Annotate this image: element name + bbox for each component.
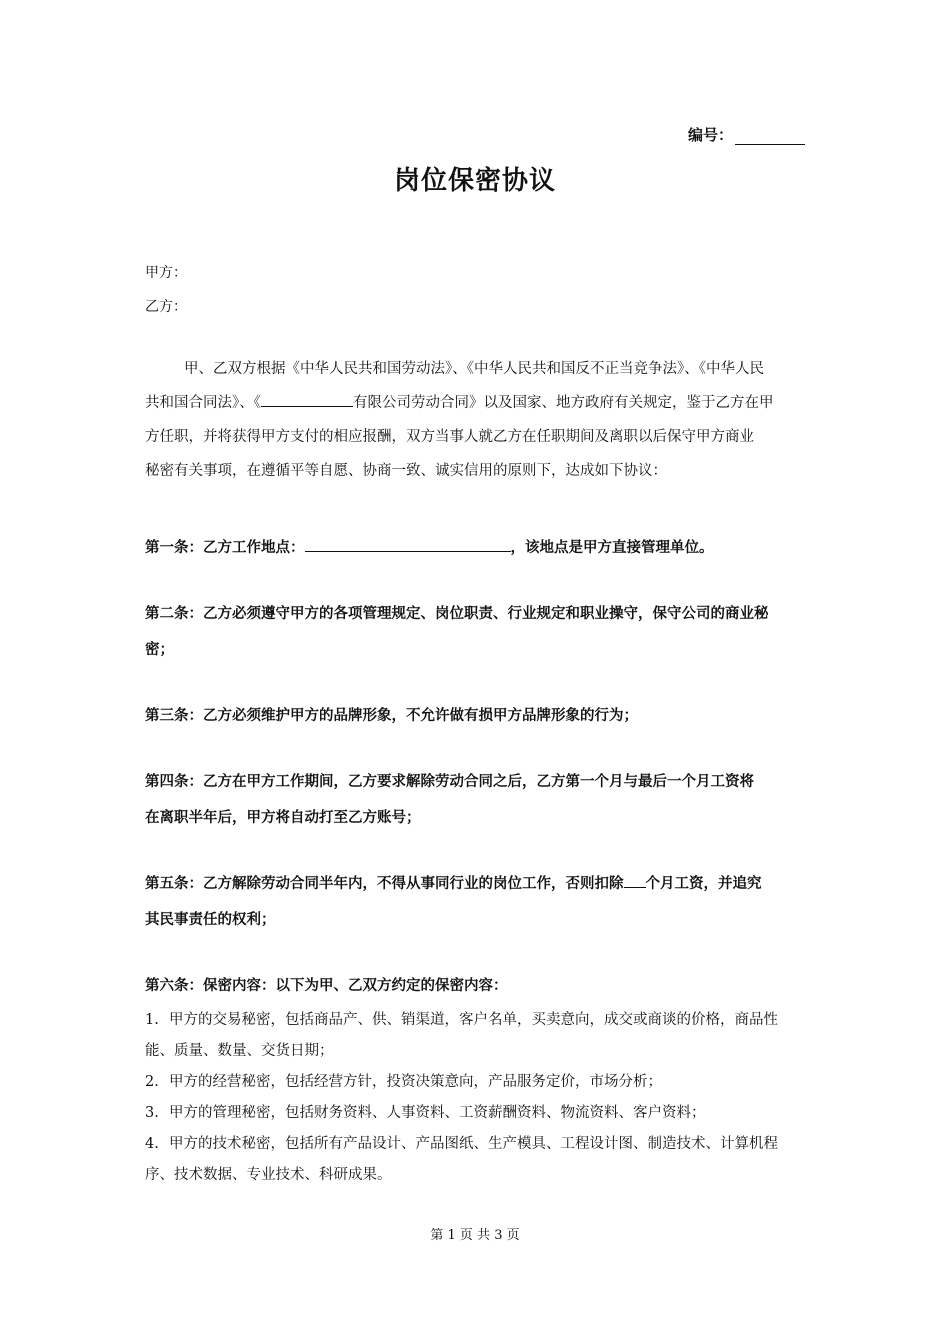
work-location-blank (305, 535, 511, 552)
document-title: 岗位保密协议 (393, 166, 556, 196)
article-4 (145, 764, 807, 836)
intro-line-part: 有限公司劳动合同》以及国家、地方政府有关规定，鉴于乙方在甲 (353, 395, 774, 411)
article-line: 第三条：乙方必须维护甲方的品牌形象，不允许做有损甲方品牌形象的行为； (145, 707, 638, 724)
article-line: 第六条：保密内容：以下为甲、乙双方约定的保密内容： (145, 977, 508, 994)
list-item (145, 1005, 807, 1036)
intro-line (145, 386, 807, 420)
article-line (145, 530, 807, 566)
article-6 (145, 968, 807, 1004)
article-line: 第四条：乙方在甲方工作期间，乙方要求解除劳动合同之后，乙方第一个月与最后一个月工资将 (145, 773, 754, 790)
list-item (145, 1129, 807, 1160)
article-3 (145, 698, 807, 734)
article-5-post: 个月工资，并追究 (645, 875, 762, 892)
party-b-label: 乙方： (145, 299, 187, 315)
article-5 (145, 866, 807, 938)
party-a-label: 甲方： (145, 265, 187, 281)
article-line: 在离职半年后，甲方将自动打至乙方账号； (145, 809, 421, 826)
company-name-blank (261, 390, 353, 407)
list-item-text: 甲方的经营秘密，包括经营方针，投资决策意向，产品服务定价，市场分析； (169, 1074, 662, 1090)
list-item-text: 甲方的交易秘密，包括商品产、供、销渠道，客户名单，买卖意向，成交或商谈的价格，商品性 (169, 1012, 778, 1028)
intro-line: 甲、乙双方根据《中华人民共和国劳动法》、《中华人民共和国反不正当竞争法》、《中华人民 (184, 361, 764, 377)
article-line (145, 866, 807, 902)
list-item-continuation: 序、技术数据、专业技术、科研成果。 (145, 1167, 392, 1183)
article-line: 其民事责任的权利； (145, 911, 276, 928)
intro-paragraph (145, 352, 807, 488)
document-number-blank (735, 130, 805, 145)
list-item-continuation: 能、质量、数量、交货日期； (145, 1043, 334, 1059)
confidential-list (145, 1005, 807, 1191)
article-1-post: ，该地点是甲方直接管理单位。 (510, 539, 714, 556)
list-item (145, 1067, 807, 1098)
article-1 (145, 530, 807, 566)
document-number (688, 124, 805, 145)
intro-line: 秘密有关事项，在遵循平等自愿、协商一致、诚实信用的原则下，达成如下协议： (145, 463, 667, 479)
list-item-number: 2. (145, 1074, 159, 1090)
list-item-number: 3. (145, 1105, 159, 1121)
list-item (145, 1098, 807, 1129)
list-item-text: 甲方的管理秘密，包括财务资料、人事资料、工资薪酬资料、物流资料、客户资料； (169, 1105, 706, 1121)
months-blank (624, 871, 646, 888)
intro-line-part: 共和国合同法》、《 (145, 395, 261, 411)
intro-line: 方任职，并将获得甲方支付的相应报酬，双方当事人就乙方在任职期间及离职以后保守甲方商业 (145, 429, 754, 445)
article-line: 密； (145, 641, 174, 658)
page-footer: 第 1 页 共 3 页 (430, 1228, 520, 1243)
list-item-text: 甲方的技术秘密，包括所有产品设计、产品图纸、生产模具、工程设计图、制造技术、计算机程 (169, 1136, 778, 1152)
list-item-number: 1. (145, 1012, 159, 1028)
article-5-pre: 第五条：乙方解除劳动合同半年内，不得从事同行业的岗位工作，否则扣除 (145, 875, 624, 892)
document-number-label: 编号： (688, 126, 734, 144)
article-line: 第二条：乙方必须遵守甲方的各项管理规定、岗位职责、行业规定和职业操守，保守公司的商业秘 (145, 605, 769, 622)
article-2 (145, 596, 807, 668)
article-1-pre: 第一条：乙方工作地点： (145, 539, 305, 556)
list-item-number: 4. (145, 1136, 159, 1152)
